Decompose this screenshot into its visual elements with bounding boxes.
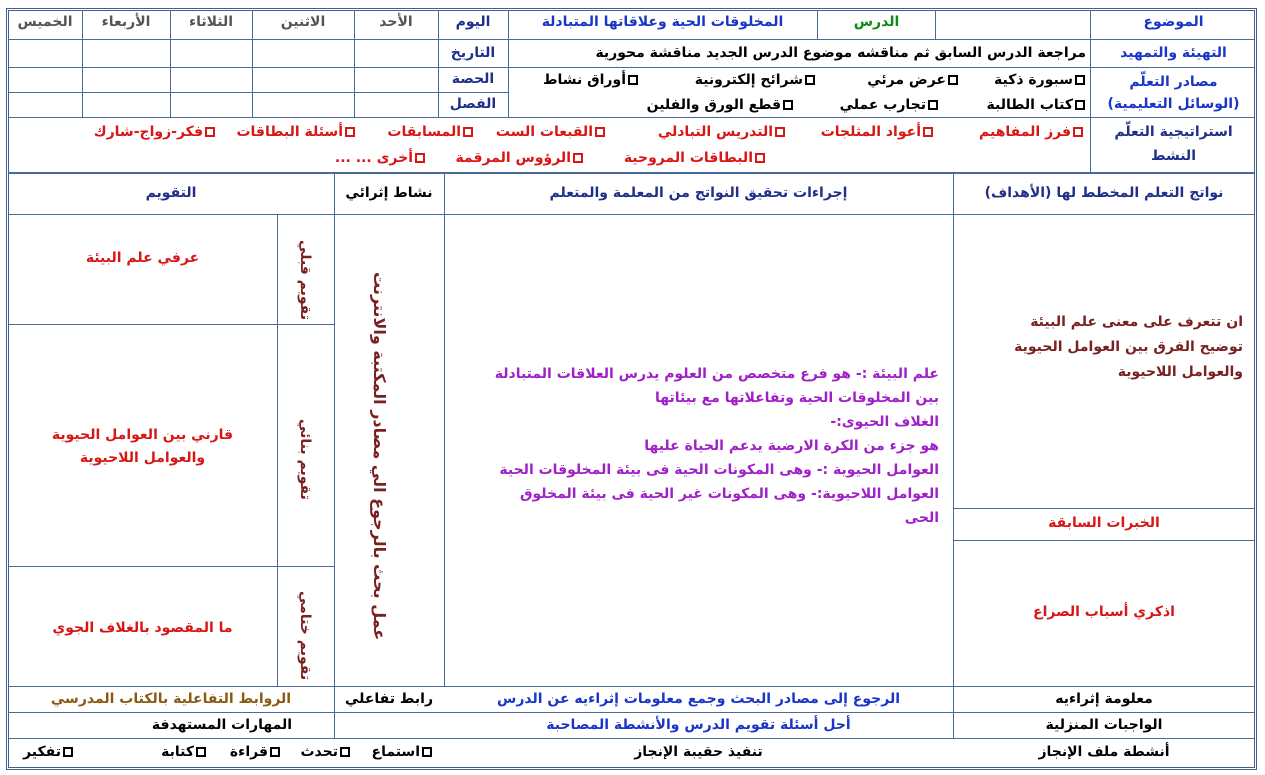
day-wednesday: الأربعاء xyxy=(101,14,151,30)
pre-evaluation-label: تقويم قبلي xyxy=(297,240,313,320)
checkbox-icon[interactable] xyxy=(573,153,583,163)
resource-experiments[interactable]: تجارب عملي xyxy=(840,97,940,114)
strategy-sorting[interactable]: فرز المفاهيم xyxy=(979,124,1085,141)
day-monday: الاثنين xyxy=(280,14,326,30)
day-sunday: الأحد xyxy=(379,14,413,30)
formative-evaluation-label: تقويم بنائي xyxy=(297,419,313,500)
strategy-card-questions[interactable]: أسئلة البطاقات xyxy=(236,124,357,141)
checkbox-icon[interactable] xyxy=(196,747,206,757)
skill-speaking[interactable]: تحدث xyxy=(300,744,352,761)
checkbox-icon[interactable] xyxy=(205,127,215,137)
resource-worksheets[interactable]: أوراق نشاط xyxy=(543,72,640,89)
formative-evaluation-text-1: قارني بين العوامل الحيوية xyxy=(51,427,234,443)
skill-listening[interactable]: استماع xyxy=(372,744,435,761)
intro-text: مراجعة الدرس السابق ثم مناقشه موضوع الدرس الجديد مناقشة محورية xyxy=(595,45,1086,61)
strategy-sticks[interactable]: أعواد المثلجات xyxy=(821,124,935,141)
strategy-numbered-heads[interactable]: الرؤوس المرقمة xyxy=(455,150,585,167)
pre-evaluation-text: عرفي علم البيئة xyxy=(85,250,200,266)
homework-label: الواجبات المنزلية xyxy=(1045,717,1163,733)
checkbox-icon[interactable] xyxy=(928,100,938,110)
interactive-link-text[interactable]: الروابط التفاعلية بالكتاب المدرسي xyxy=(50,691,292,707)
enrich-info-text: الرجوع إلى مصادر البحث وجمع معلومات إثراءيه عن الدرس xyxy=(497,691,900,707)
resource-paper-foam[interactable]: قطع الورق والفلين xyxy=(647,97,795,114)
portfolio-text: تنفيذ حقيبة الإنجاز xyxy=(634,744,763,760)
homework-text: أحل أسئلة تقويم الدرس والأنشطة المصاحبة xyxy=(546,717,851,733)
outcomes-text: ان تتعرف على معنى علم البيئة توضيح الفرق بين العوامل الحيوية والعوامل اللاحيوية xyxy=(1014,314,1243,380)
resource-smartboard[interactable]: سبورة ذكية xyxy=(994,72,1087,89)
strategy-think-pair-share[interactable]: فكر-زواج-شارك xyxy=(94,124,217,141)
formative-evaluation-text-2: والعوامل اللاحيوية xyxy=(79,450,206,466)
strategy-competitions[interactable]: المسابقات xyxy=(387,124,475,141)
skills-label: المهارات المستهدفة xyxy=(151,717,293,733)
checkbox-icon[interactable] xyxy=(775,127,785,137)
strategy-reciprocal[interactable]: التدريس التبادلي xyxy=(658,124,787,141)
lesson-label: الدرس xyxy=(853,14,900,30)
portfolio-label: أنشطة ملف الإنجاز xyxy=(1038,744,1170,760)
final-evaluation-label: تقويم ختامي xyxy=(297,590,313,680)
topic-label: الموضوع xyxy=(1143,14,1204,30)
checkbox-icon[interactable] xyxy=(805,75,815,85)
interactive-link-label: رابط تفاعلي xyxy=(344,691,433,707)
checkbox-icon[interactable] xyxy=(755,153,765,163)
strategy-other[interactable]: أخرى ... ... xyxy=(335,150,427,167)
checkbox-icon[interactable] xyxy=(783,100,793,110)
resources-label-1: مصادر التعلّم xyxy=(1129,74,1218,90)
checkbox-icon[interactable] xyxy=(415,153,425,163)
checkbox-icon[interactable] xyxy=(345,127,355,137)
resources-label-2: (الوسائل التعليمية) xyxy=(1107,96,1240,112)
resource-slides[interactable]: شرائح إلكترونية xyxy=(695,72,817,89)
checkbox-icon[interactable] xyxy=(595,127,605,137)
date-label: التاريخ xyxy=(450,45,496,61)
checkbox-icon[interactable] xyxy=(948,75,958,85)
procedures-header: إجراءات تحقيق النواتج من المعلمة والمتعلم xyxy=(549,185,848,201)
skill-writing[interactable]: كتابة xyxy=(161,744,208,761)
day-tuesday: الثلاثاء xyxy=(188,14,234,30)
prior-knowledge-label: الخبرات السابقة xyxy=(1048,515,1160,531)
checkbox-icon[interactable] xyxy=(1075,100,1085,110)
day-thursday: الخميس xyxy=(17,14,73,30)
day-label: اليوم xyxy=(455,14,491,30)
intro-label: التهيئة والتمهيد xyxy=(1120,45,1227,61)
procedures-text: علم البيئة :- هو فرع متخصص من العلوم يدرس العلاقات المتبادلة بين المخلوقات الحية وتفاعلاتها مع بيئاتها الغلاف الحيوى:- هو جزء من الكرة الارضية يدعم الحياة عليها العوامل الحيوية :- وهى المكونات الحية فى بيئة المخلوقات الحية العوامل اللاحيوية:- وهى المكونات غير الحية فى بيئة المخلوق الحى xyxy=(494,366,939,526)
checkbox-icon[interactable] xyxy=(422,747,432,757)
checkbox-icon[interactable] xyxy=(270,747,280,757)
checkbox-icon[interactable] xyxy=(340,747,350,757)
enrich-info-label: معلومة إثراءيه xyxy=(1055,691,1153,707)
enrichment-text: عمل بحث بالرجوع الي مصادر المكتبة والانترنت xyxy=(370,271,389,640)
final-evaluation-text: ما المقصود بالغلاف الجوي xyxy=(52,620,233,636)
strategies-label-1: استراتيجية التعلّم xyxy=(1114,124,1233,140)
checkbox-icon[interactable] xyxy=(1075,75,1085,85)
prior-knowledge-text: اذكري أسباب الصراع xyxy=(1033,604,1175,620)
skill-reading[interactable]: قراءة xyxy=(230,744,282,761)
period-label: الحصة xyxy=(451,71,495,87)
strategy-six-hats[interactable]: القبعات الست xyxy=(496,124,607,141)
evaluation-header: التقويم xyxy=(145,185,197,201)
lesson-title: المخلوقات الحية وعلاقاتها المتبادلة xyxy=(541,14,784,30)
strategy-fan-cards[interactable]: البطاقات المروحية xyxy=(624,150,767,167)
checkbox-icon[interactable] xyxy=(923,127,933,137)
strategies-label-2: النشط xyxy=(1150,148,1196,164)
resource-textbook[interactable]: كتاب الطالبة xyxy=(987,97,1087,114)
checkbox-icon[interactable] xyxy=(1073,127,1083,137)
checkbox-icon[interactable] xyxy=(63,747,73,757)
class-label: الفصل xyxy=(449,96,497,112)
outcomes-header: نواتج التعلم المخطط لها (الأهداف) xyxy=(984,185,1224,201)
checkbox-icon[interactable] xyxy=(463,127,473,137)
resource-video[interactable]: عرض مرئي xyxy=(867,72,960,89)
enrichment-header: نشاط إثرائي xyxy=(345,185,433,201)
skill-thinking[interactable]: تفكير xyxy=(23,744,75,761)
checkbox-icon[interactable] xyxy=(628,75,638,85)
